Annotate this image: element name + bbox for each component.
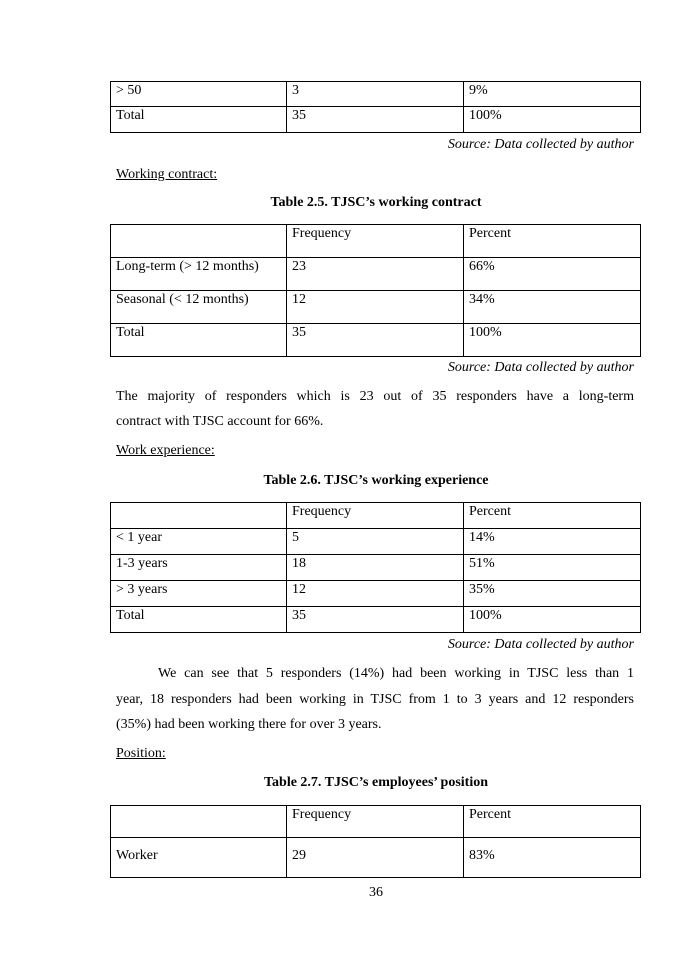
table-cell: Total: [111, 607, 287, 633]
table-cell: 3: [287, 82, 464, 107]
table-row: [111, 529, 641, 555]
table-cell: 35: [287, 607, 464, 633]
table-age-continuation: [110, 81, 641, 133]
table-cell: 66%: [464, 258, 641, 291]
table-header-cell: Frequency: [287, 806, 464, 838]
paragraph-line: The majority of responders which is 23 out of 35 responders have a long-term: [116, 389, 634, 404]
table-header-cell: [111, 806, 287, 838]
table-cell: > 50: [111, 82, 287, 107]
table-cell: Worker: [111, 838, 287, 878]
table-cell: 5: [287, 529, 464, 555]
section-heading-position: Position:: [116, 746, 166, 761]
table-cell: 12: [287, 581, 464, 607]
table-row: [111, 607, 641, 633]
table-header-row: [111, 225, 641, 258]
table-cell: 34%: [464, 291, 641, 324]
table-caption-2-7: Table 2.7. TJSC’s employees’ position: [263, 775, 489, 790]
table-header-row: [111, 503, 641, 529]
table-cell: Total: [111, 324, 287, 357]
table-cell: Long-term (> 12 months): [111, 258, 287, 291]
section-heading-working-contract: Working contract:: [116, 167, 218, 182]
paragraph-line: contract with TJSC account for 66%.: [116, 414, 324, 429]
table-working-contract: [110, 224, 641, 357]
paragraph-line: (35%) had been working there for over 3 years.: [116, 717, 382, 732]
table-row: [111, 291, 641, 324]
paragraph-line: We can see that 5 responders (14%) had been working in TJSC less than 1: [158, 666, 634, 681]
table-header-cell: [111, 503, 287, 529]
table-caption-2-5: Table 2.5. TJSC’s working contract: [270, 195, 482, 210]
table-cell: 18: [287, 555, 464, 581]
table-row: [111, 258, 641, 291]
page-number: 36: [369, 885, 383, 900]
table-cell: 9%: [464, 82, 641, 107]
table-header-cell: Percent: [464, 503, 641, 529]
table-cell: > 3 years: [111, 581, 287, 607]
section-heading-work-experience: Work experience:: [116, 443, 215, 458]
table-header-cell: Frequency: [287, 225, 464, 258]
table-cell: Total: [111, 107, 287, 133]
table-cell: 83%: [464, 838, 641, 878]
table-row: [111, 555, 641, 581]
table-cell: 35: [287, 324, 464, 357]
table-cell: 100%: [464, 607, 641, 633]
paragraph-line: year, 18 responders had been working in TJSC from 1 to 3 years and 12 responders: [116, 692, 634, 707]
table-row: [111, 581, 641, 607]
source-note: Source: Data collected by author: [447, 637, 634, 652]
table-cell: < 1 year: [111, 529, 287, 555]
table-cell: 100%: [464, 324, 641, 357]
table-working-experience: [110, 502, 641, 633]
table-employees-position: [110, 805, 641, 878]
table-cell: 35: [287, 107, 464, 133]
table-cell: 1-3 years: [111, 555, 287, 581]
table-cell: Seasonal (< 12 months): [111, 291, 287, 324]
table-row: [111, 82, 641, 107]
table-row: [111, 107, 641, 133]
table-cell: 23: [287, 258, 464, 291]
table-caption-2-6: Table 2.6. TJSC’s working experience: [263, 473, 489, 488]
table-header-row: [111, 806, 641, 838]
table-cell: 35%: [464, 581, 641, 607]
table-header-cell: Frequency: [287, 503, 464, 529]
table-cell: 14%: [464, 529, 641, 555]
table-cell: 51%: [464, 555, 641, 581]
table-header-cell: Percent: [464, 225, 641, 258]
table-row: [111, 838, 641, 878]
table-header-cell: [111, 225, 287, 258]
source-note: Source: Data collected by author: [447, 137, 634, 152]
table-cell: 12: [287, 291, 464, 324]
table-row: [111, 324, 641, 357]
table-cell: 100%: [464, 107, 641, 133]
table-cell: 29: [287, 838, 464, 878]
table-header-cell: Percent: [464, 806, 641, 838]
source-note: Source: Data collected by author: [447, 360, 634, 375]
